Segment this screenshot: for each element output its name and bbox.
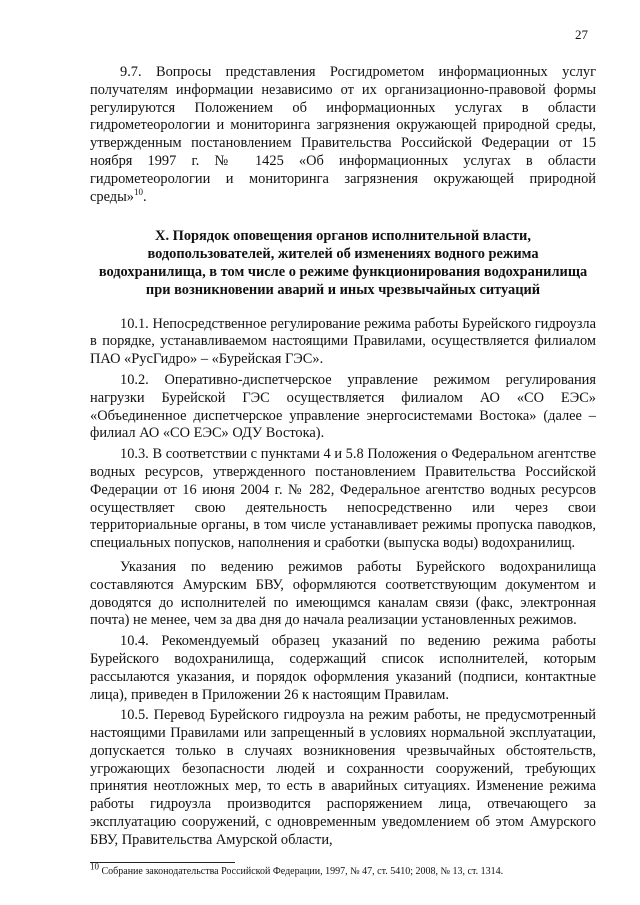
heading-line: X. Порядок оповещения органов исполнительной власти, bbox=[155, 228, 531, 245]
footnote-number: 10 bbox=[90, 861, 99, 872]
paragraph-tail: . bbox=[142, 188, 147, 205]
paragraph-9-7 bbox=[90, 64, 596, 206]
paragraph-text: 9.7. Вопросы представления Росгидрометом информационных услуг получателям информации независимо от их организационно-правовой формы регулируются Положением об информационных услугах в области гидрометеорологии и мониторинга загрязнения окружающей природной среды, утвержденным постановлением Правительства Российской Федерации от 15 ноября 1997 г. № 1425 «Об информационных услугах в области гидрометеорологии и мониторинга загрязнения окружающей природной среды» bbox=[90, 64, 596, 205]
paragraph-10-1: 10.1. Непосредственное регулирование режима работы Бурейского гидроузла в порядке, устанавливаемом настоящими Правилами, осуществляется филиалом ПАО «РусГидро» – «Бурейская ГЭС». bbox=[90, 315, 596, 368]
footnote bbox=[90, 861, 596, 878]
footnote-divider bbox=[90, 862, 235, 863]
paragraph-10-5: 10.5. Перевод Бурейского гидроузла на режим работы, не предусмотренный настоящими Правилами или запрещенный в условиях нормальной эксплуатации, допускается только в случаях возникновения чрезвычайных обстоятельств, угрожающих безопасности людей и сохранности сооружений, требующих принятия неотложных мер, то есть в аварийных ситуациях. Изменение режима работы гидроузла производится распоряжением лица, отвечающего за эксплуатацию сооружений, с одновременным уведомлением об этом Амурского БВУ, Правительства Амурской области, bbox=[90, 707, 596, 848]
heading-line: водохранилища, в том числе о режиме функционирования водохранилища bbox=[98, 263, 588, 280]
paragraph-10-4: 10.4. Рекомендуемый образец указаний по ведению режима работы Бурейского водохранилища, содержащий список исполнителей, которым рассылаются указания, и порядок оформления указаний (подписи, контактные лица), приведен в Приложении 26 к настоящим Правилам. bbox=[90, 633, 596, 703]
footnote-reference[interactable]: 10 bbox=[133, 186, 143, 197]
document-body bbox=[90, 64, 596, 850]
paragraph-10-2: 10.2. Оперативно-диспетчерское управление режимом регулирования нагрузки Бурейской ГЭС осуществляется филиалом АО «СО ЕЭС» «Объединенное диспетчерское управление энергосистемами Востока» (далее – филиал АО «СО ЕЭС» ОДУ Востока). bbox=[90, 371, 596, 442]
paragraph-10-3: 10.3. В соответствии с пунктами 4 и 5.8 Положения о Федеральном агентстве водных ресурсов, утвержденного постановлением Правительства Российской Федерации от 16 июня 2004 г. № 282, Федеральное агентство водных ресурсов осуществляет свою деятельность непосредственно или через свои территориальные органы, в том числе устанавливает режимы пропуска паводков, специальных попусков, наполнения и сработки (выпуска воды) водохранилищ. bbox=[90, 446, 596, 552]
section-heading bbox=[90, 228, 596, 299]
page-number: 27 bbox=[575, 27, 588, 42]
heading-line: водопользователей, жителей об изменениях водного режима bbox=[147, 246, 539, 263]
paragraph-instructions: Указания по ведению режимов работы Бурейского водохранилища составляются Амурским БВУ, оформляются соответствующим документом и доводятся до исполнителей по имеющимся каналам связи (факс, электронная почта) не менее, чем за два дня до начала реализации установленных режимов. bbox=[90, 558, 596, 629]
heading-line: при возникновении аварий и иных чрезвычайных ситуаций bbox=[145, 281, 541, 298]
footnote-text: Собрание законодательства Российской Федерации, 1997, № 47, ст. 5410; 2008, № 13, ст. 1314. bbox=[99, 866, 504, 877]
